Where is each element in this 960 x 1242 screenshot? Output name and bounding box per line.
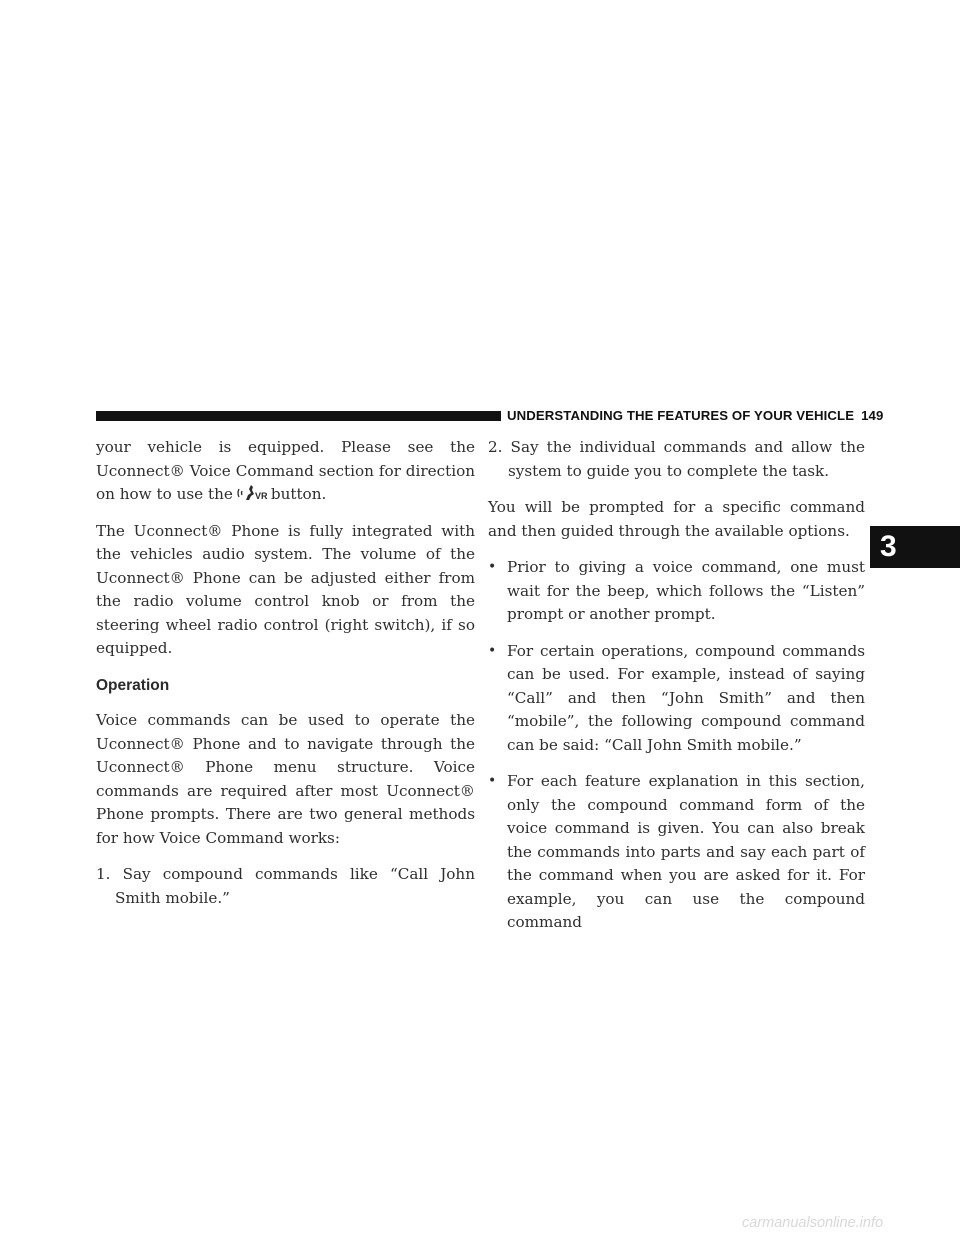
bullet-icon: • — [488, 559, 497, 575]
bullet-icon: • — [488, 773, 497, 789]
bullet-item — [488, 640, 865, 758]
paragraph-audio-integration: The Uconnect® Phone is fully integrated with the vehicles audio system. The volume of the Uconnect® Phone can be adjusted either from the radio volume control knob or from the steering wheel radio control (right switch), if so equipped. — [96, 521, 475, 657]
bullet-item — [488, 770, 865, 935]
chapter-number: 3 — [880, 530, 897, 563]
paragraph-text: button. — [270, 485, 327, 503]
left-column — [96, 436, 475, 923]
paragraph-text: your vehicle is equipped. Please see the Uconnect® Voice Command section for direction on how to use the — [96, 438, 475, 503]
bullet-text: For certain operations, compound commands can be used. For example, instead of saying “Call” and then “John Smith” and then “mobile”, the following compound command can be said: “Call John Smith mobile.” — [507, 641, 865, 754]
paragraph-voice-commands: Voice commands can be used to operate the Uconnect® Phone and to navigate through the Uconnect® Phone menu structure. Voice commands are required after most Uconnect® Phone prompts. There are two general methods for how Voice Command works: — [96, 711, 475, 847]
bullet-text: Prior to giving a voice command, one must wait for the beep, which follows the “Listen” prompt or another prompt. — [507, 558, 865, 623]
chapter-tab — [870, 526, 960, 568]
numbered-item-2: 2. Say the individual commands and allow the system to guide you to complete the task. — [488, 438, 865, 480]
vr-icon-label: VR — [254, 491, 268, 501]
right-column — [488, 436, 865, 948]
bullet-text: For each feature explanation in this section, only the compound command form of the voice command is given. You can also break the commands into parts and say each part of the command when you are asked for it. For example, you can use the compound command — [507, 772, 865, 931]
bullet-item — [488, 556, 865, 627]
voice-recognition-icon — [236, 484, 270, 502]
header-rule — [96, 411, 501, 421]
running-header — [507, 408, 884, 423]
section-heading-operation: Operation — [96, 676, 170, 694]
paragraph-voice-command-ref — [96, 436, 475, 507]
header-title: UNDERSTANDING THE FEATURES OF YOUR VEHICLE — [507, 408, 855, 423]
paragraph-prompted: You will be prompted for a specific command and then guided through the available options. — [488, 498, 865, 540]
watermark-footer: carmanualsonline.info — [742, 1215, 884, 1231]
numbered-item-1: 1. Say compound commands like “Call John Smith mobile.” — [96, 865, 475, 907]
page-number: 149 — [861, 408, 884, 423]
bullet-icon: • — [488, 642, 497, 659]
